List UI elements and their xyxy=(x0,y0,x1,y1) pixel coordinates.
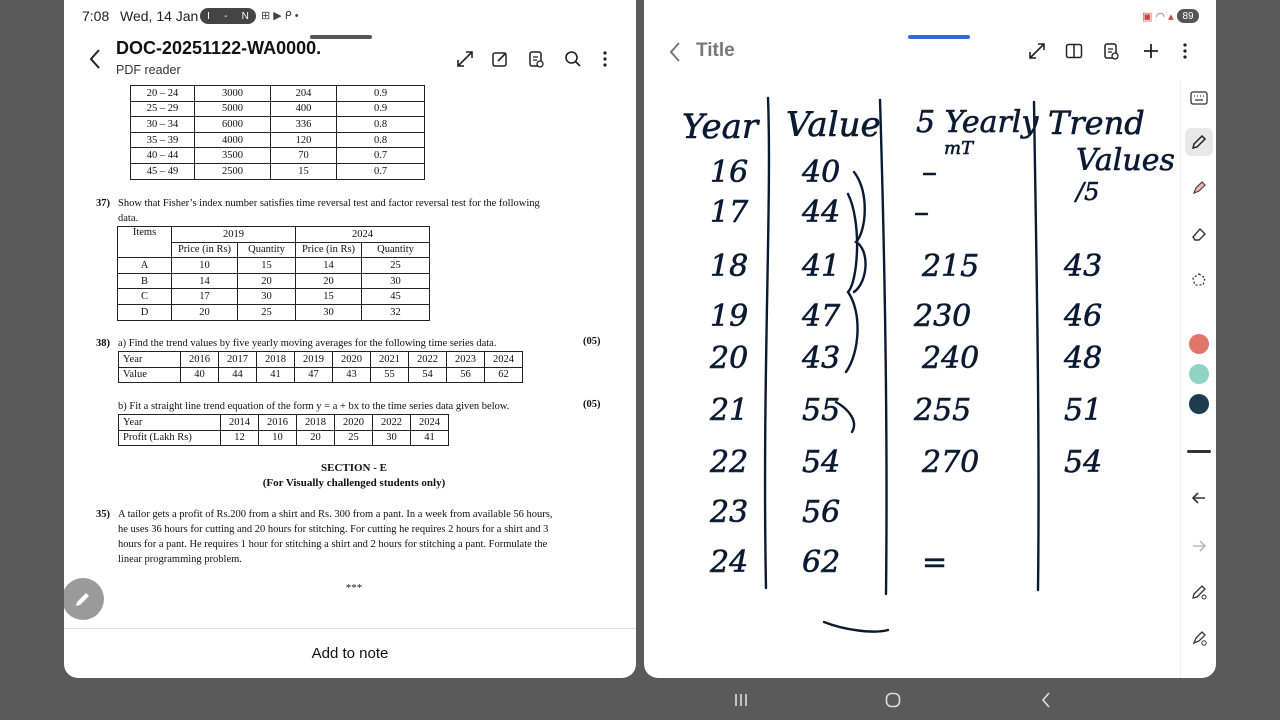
stroke-width-indicator[interactable] xyxy=(1187,450,1211,453)
table-cell: 44 xyxy=(219,367,257,383)
table-cell: 3500 xyxy=(195,148,271,164)
age-data-table xyxy=(130,85,425,180)
table-cell: 25 xyxy=(335,430,373,446)
table-cell: D xyxy=(118,304,172,320)
pen-toolbar xyxy=(1180,82,1216,678)
table-cell: 30 xyxy=(296,304,362,320)
handwriting-year-4: 20 xyxy=(710,341,749,376)
header-items: Items xyxy=(118,227,172,258)
pdf-subtitle: PDF reader xyxy=(116,63,181,77)
stamp-settings-icon[interactable] xyxy=(1185,624,1213,652)
scribble xyxy=(824,622,888,632)
handwriting-mt-3: 230 xyxy=(914,299,972,334)
status-bar-right xyxy=(644,0,1216,32)
table-cell: 41 xyxy=(257,367,295,383)
table-cell: 5000 xyxy=(195,101,271,117)
header-2024: 2024 xyxy=(296,227,430,243)
question-38-number: 38) xyxy=(96,338,110,349)
table-row xyxy=(118,304,430,320)
table-row xyxy=(131,86,425,102)
recent-apps-icon[interactable] xyxy=(729,688,753,712)
handwriting-value-3: 47 xyxy=(802,299,841,334)
table-cell: 14 xyxy=(296,258,362,274)
section-subtitle: (For Visually challenged students only) xyxy=(262,477,446,489)
table-cell: 0.9 xyxy=(337,86,425,102)
question-35-line: linear programming problem. xyxy=(118,554,242,565)
table-cell: 45 xyxy=(362,289,430,305)
table-cell: 204 xyxy=(271,86,337,102)
question-35-number: 35) xyxy=(96,509,110,520)
handwriting-mt-0: – xyxy=(922,155,937,190)
handwriting-year-2: 18 xyxy=(710,249,749,284)
handwriting-year-8: 24 xyxy=(710,545,749,580)
table-cell: 2014 xyxy=(221,415,259,431)
add-icon[interactable] xyxy=(1138,38,1164,64)
handwriting-canvas[interactable] xyxy=(644,82,1180,678)
header-price-2019: Price (in Rs) xyxy=(172,242,238,258)
pdf-title: DOC-20251122-WA0000. xyxy=(116,38,322,58)
table-row xyxy=(119,367,523,383)
table-cell: Profit (Lakh Rs) xyxy=(119,430,221,446)
handwriting-year-6: 22 xyxy=(710,445,749,480)
pdf-page[interactable] xyxy=(64,82,636,628)
table-cell: 10 xyxy=(259,430,297,446)
table-cell: 40 – 44 xyxy=(131,148,195,164)
note-title[interactable]: Title xyxy=(696,40,735,61)
status-pill-dash: - xyxy=(224,10,228,22)
table-cell: 400 xyxy=(271,101,337,117)
undo-icon[interactable] xyxy=(1185,484,1213,512)
table-cell: Value xyxy=(119,367,181,383)
edit-icon[interactable] xyxy=(487,46,513,72)
pdf-export-icon[interactable] xyxy=(1098,38,1124,64)
header-qty-2019: Quantity xyxy=(238,242,296,258)
handwriting-year-7: 23 xyxy=(710,495,749,530)
question-38b-text: b) Fit a straight line trend equation of the form y = a + bx to the time series data given below. xyxy=(118,401,510,412)
table-row xyxy=(119,415,449,431)
table-cell: 20 xyxy=(297,430,335,446)
table-cell: 0.7 xyxy=(337,148,425,164)
back-icon[interactable] xyxy=(82,46,108,72)
table-row xyxy=(131,101,425,117)
table-cell: 2023 xyxy=(447,352,485,368)
table-cell: 3000 xyxy=(195,86,271,102)
table-cell: 40 xyxy=(181,367,219,383)
brace-2 xyxy=(846,194,858,372)
table-cell: 2500 xyxy=(195,163,271,179)
table-cell: 30 – 34 xyxy=(131,117,195,133)
book-view-icon[interactable] xyxy=(1061,38,1087,64)
status-bar-left xyxy=(64,0,636,32)
handwriting-trend-6: 54 xyxy=(1064,445,1103,480)
handwriting-value-1: 44 xyxy=(802,195,841,230)
table-cell: 55 xyxy=(371,367,409,383)
table-cell: A xyxy=(118,258,172,274)
table-cell: 20 xyxy=(172,304,238,320)
table-row xyxy=(131,163,425,179)
table-row xyxy=(119,352,523,368)
note-header xyxy=(644,36,1216,82)
handwriting-value-0: 40 xyxy=(802,155,841,190)
more-options-icon[interactable] xyxy=(1172,38,1198,64)
expand-icon[interactable] xyxy=(1024,38,1050,64)
handwriting-value-5: 55 xyxy=(802,393,841,428)
handwriting-year-1: 17 xyxy=(710,195,749,230)
table-row xyxy=(119,430,449,446)
pdf-header xyxy=(64,36,636,82)
pencil-icon xyxy=(73,589,93,609)
pdf-reader-window xyxy=(64,0,636,678)
eraser-icon[interactable] xyxy=(1185,220,1213,248)
time-series-table xyxy=(118,351,523,383)
table-cell: 120 xyxy=(271,132,337,148)
handwriting-mt-2: 215 xyxy=(922,249,980,284)
table-cell: 2021 xyxy=(371,352,409,368)
expand-icon[interactable] xyxy=(452,46,478,72)
price-quantity-table xyxy=(117,226,430,321)
handwriting-year-0: 16 xyxy=(710,155,749,190)
table-cell: 20 xyxy=(238,273,296,289)
header-value: Value xyxy=(786,105,881,145)
table-row xyxy=(118,273,430,289)
table-cell: 6000 xyxy=(195,117,271,133)
add-to-note-label: Add to note xyxy=(311,645,389,662)
table-cell: 30 xyxy=(362,273,430,289)
header-qty-2024: Quantity xyxy=(362,242,430,258)
table-cell: 336 xyxy=(271,117,337,133)
note-export-icon[interactable] xyxy=(523,46,549,72)
table-cell: 35 – 39 xyxy=(131,132,195,148)
table-cell: 45 – 49 xyxy=(131,163,195,179)
table-cell: 32 xyxy=(362,304,430,320)
status-date: Wed, 14 Jan xyxy=(120,8,199,24)
table-cell: 14 xyxy=(172,273,238,289)
status-time: 7:08 xyxy=(82,8,110,24)
table-cell: 2024 xyxy=(411,415,449,431)
handwriting-mt-1: – xyxy=(914,195,929,230)
table-row xyxy=(131,148,425,164)
table-cell: 30 xyxy=(238,289,296,305)
floating-edit-button[interactable] xyxy=(64,578,104,620)
header-mt: mT xyxy=(944,138,974,159)
signal-icons: ▣ ◠ ▴ xyxy=(1142,11,1174,23)
divider-1 xyxy=(765,98,769,588)
table-cell: 2022 xyxy=(373,415,411,431)
end-marker: *** xyxy=(345,582,363,594)
question-38a xyxy=(96,336,606,351)
question-38a-text: a) Find the trend values by five yearly moving averages for the following time series data. xyxy=(118,338,497,349)
table-cell: Year xyxy=(119,352,181,368)
table-cell: 17 xyxy=(172,289,238,305)
question-35-line: hours for a pant. He requires 1 hour for stitching a shirt and 2 hours for stitching a pant. Formulate the xyxy=(118,539,548,550)
more-options-icon[interactable] xyxy=(592,46,618,72)
divider-2 xyxy=(880,100,887,594)
table-cell: C xyxy=(118,289,172,305)
table-cell: 15 xyxy=(238,258,296,274)
table-cell: 2017 xyxy=(219,352,257,368)
color-swatch-red[interactable] xyxy=(1189,334,1209,354)
handwriting-trend-4: 48 xyxy=(1064,341,1103,376)
table-cell: 0.8 xyxy=(337,132,425,148)
handwriting-mt-4: 240 xyxy=(922,341,980,376)
table-row xyxy=(131,132,425,148)
status-pill-n: N xyxy=(241,10,249,22)
table-cell: 2016 xyxy=(259,415,297,431)
table-cell: 47 xyxy=(295,367,333,383)
handwriting-mt-8: = xyxy=(922,545,948,580)
table-cell: 2016 xyxy=(181,352,219,368)
handwriting-value-7: 56 xyxy=(802,495,841,530)
table-cell: 2022 xyxy=(409,352,447,368)
table-cell: 62 xyxy=(485,367,523,383)
table-row xyxy=(131,117,425,133)
pen-tool-icon[interactable] xyxy=(1185,128,1213,156)
header-values: Values xyxy=(1076,143,1175,178)
handwriting-value-8: 62 xyxy=(802,545,841,580)
table-cell: 25 – 29 xyxy=(131,101,195,117)
table-cell: 0.9 xyxy=(337,101,425,117)
search-icon[interactable] xyxy=(560,46,586,72)
question-38b-marks: (05) xyxy=(583,399,601,410)
add-to-note-button[interactable] xyxy=(64,628,636,678)
color-swatch-teal[interactable] xyxy=(1189,364,1209,384)
handwriting-year-5: 21 xyxy=(710,393,749,428)
notes-window xyxy=(644,0,1216,678)
question-37-text-2: data. xyxy=(118,213,139,224)
table-cell: 0.8 xyxy=(337,117,425,133)
question-35 xyxy=(96,507,606,567)
table-cell: Year xyxy=(119,415,221,431)
color-swatch-dark[interactable] xyxy=(1189,394,1209,414)
table-cell: B xyxy=(118,273,172,289)
keyboard-icon[interactable] xyxy=(1185,84,1213,112)
table-cell: 70 xyxy=(271,148,337,164)
question-37 xyxy=(96,196,596,226)
table-cell: 4000 xyxy=(195,132,271,148)
handwriting-mt-5: 255 xyxy=(914,393,972,428)
home-icon[interactable] xyxy=(881,688,905,712)
status-pill xyxy=(200,8,256,24)
back-icon[interactable] xyxy=(662,39,688,65)
table-cell: 25 xyxy=(362,258,430,274)
handwriting-trend-3: 46 xyxy=(1064,299,1103,334)
highlighter-icon[interactable] xyxy=(1185,174,1213,202)
table-cell: 30 xyxy=(373,430,411,446)
handwriting-trend-2: 43 xyxy=(1064,249,1103,284)
pen-settings-icon[interactable] xyxy=(1185,578,1213,606)
table-cell: 2019 xyxy=(295,352,333,368)
table-cell: 2020 xyxy=(333,352,371,368)
table-cell: 0.7 xyxy=(337,163,425,179)
table-cell: 2024 xyxy=(485,352,523,368)
section-title: SECTION - E xyxy=(320,462,388,474)
handwriting-value-6: 54 xyxy=(802,445,841,480)
table-cell: 54 xyxy=(409,367,447,383)
question-38a-marks: (05) xyxy=(583,336,601,347)
table-cell: 12 xyxy=(221,430,259,446)
header-trend: Trend xyxy=(1048,104,1145,142)
notification-icons: ⊞ ▶ ᑭ • xyxy=(261,10,299,22)
divider-3 xyxy=(1034,102,1039,590)
table-cell: 15 xyxy=(271,163,337,179)
handwriting-trend-5: 51 xyxy=(1064,393,1103,428)
back-nav-icon[interactable] xyxy=(1034,688,1058,712)
lasso-icon[interactable] xyxy=(1185,266,1213,294)
table-cell: 41 xyxy=(411,430,449,446)
question-37-text: Show that Fisher’s index number satisfies time reversal test and factor reversal test for the following xyxy=(118,198,540,209)
redo-icon[interactable] xyxy=(1185,532,1213,560)
handwriting-year-3: 19 xyxy=(710,299,749,334)
table-row xyxy=(118,289,430,305)
table-cell: 10 xyxy=(172,258,238,274)
table-cell: 2018 xyxy=(297,415,335,431)
table-row xyxy=(118,258,430,274)
handwriting-value-2: 41 xyxy=(802,249,841,284)
handwriting-mt-6: 270 xyxy=(922,445,980,480)
navigation-bar xyxy=(0,680,1280,720)
table-cell: 20 xyxy=(296,273,362,289)
question-35-line: he uses 36 hours for cutting and 20 hours for stitching. For cutting he requires 2 hours for a shirt and 3 xyxy=(118,524,549,535)
header-2019: 2019 xyxy=(172,227,296,243)
table-cell: 20 – 24 xyxy=(131,86,195,102)
table-cell: 2018 xyxy=(257,352,295,368)
status-pill-i: I xyxy=(207,10,210,22)
table-cell: 15 xyxy=(296,289,362,305)
battery-indicator: 89 xyxy=(1177,9,1199,23)
question-35-line: A tailor gets a profit of Rs.200 from a shirt and Rs. 300 from a pant. In a week from available 56 hours, xyxy=(118,509,553,520)
question-37-number: 37) xyxy=(96,198,110,209)
header-year: Year xyxy=(682,107,759,147)
profit-table xyxy=(118,414,449,446)
handwriting-value-4: 43 xyxy=(802,341,841,376)
header-five-yearly: 5 Yearly xyxy=(916,105,1039,140)
table-cell: 2020 xyxy=(335,415,373,431)
header-divide-five: /5 xyxy=(1076,178,1100,206)
section-heading xyxy=(64,461,636,491)
table-cell: 43 xyxy=(333,367,371,383)
header-price-2024: Price (in Rs) xyxy=(296,242,362,258)
table-cell: 56 xyxy=(447,367,485,383)
table-cell: 25 xyxy=(238,304,296,320)
